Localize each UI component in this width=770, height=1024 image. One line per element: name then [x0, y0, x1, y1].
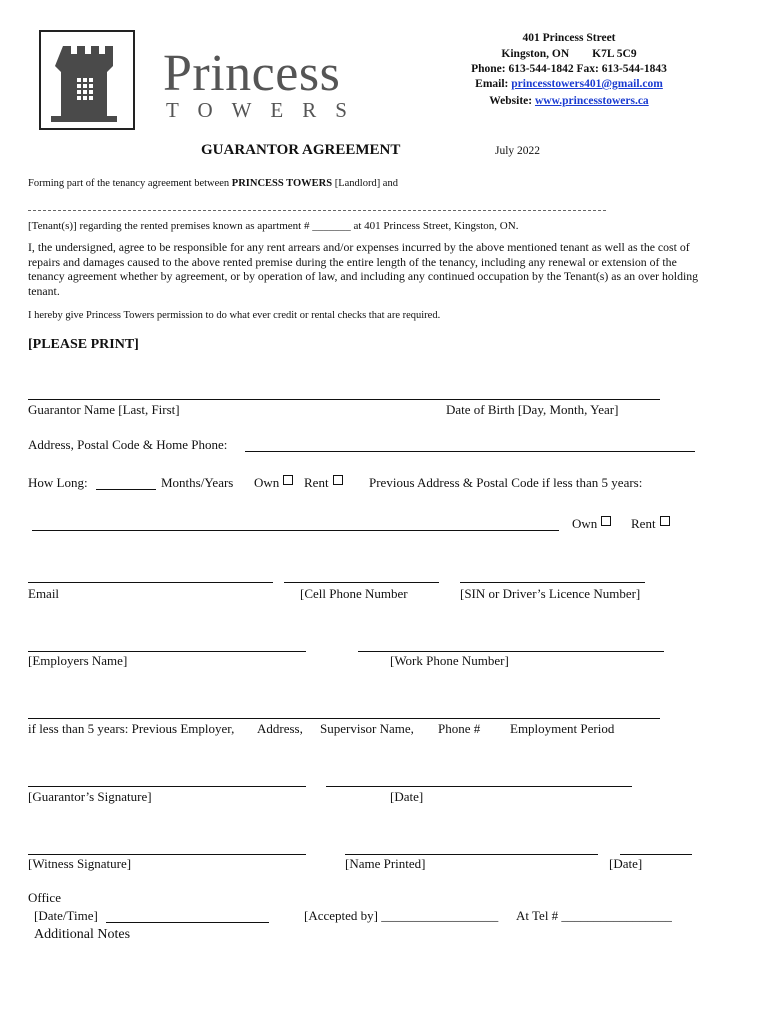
witness-signature-line[interactable]	[28, 854, 306, 855]
email-line[interactable]	[28, 582, 273, 583]
name-printed-line[interactable]	[345, 854, 598, 855]
cell-label: [Cell Phone Number	[300, 586, 408, 601]
intro-pre: Forming part of the tenancy agreement between	[28, 178, 232, 189]
address-label: Address, Postal Code & Home Phone:	[28, 437, 228, 452]
months-years-label: Months/Years	[161, 475, 234, 490]
employer-label: [Employers Name]	[28, 653, 128, 668]
prev-rent-option[interactable]	[631, 516, 670, 532]
previous-address-line[interactable]	[32, 530, 559, 531]
dob-label: Date of Birth [Day, Month, Year]	[446, 402, 619, 417]
date-time-line[interactable]	[106, 922, 269, 923]
website-label: Website:	[489, 95, 535, 107]
prev-address-label: Address,	[257, 721, 303, 736]
prev-own-checkbox[interactable]	[601, 516, 611, 526]
contact-website-line	[440, 95, 698, 107]
guarantor-signature-line[interactable]	[28, 786, 306, 787]
accepted-by-label: [Accepted by] __________________	[304, 908, 499, 923]
guarantor-name-label: Guarantor Name [Last, First]	[28, 402, 180, 417]
prev-employer-label: if less than 5 years: Previous Employer,	[28, 721, 235, 736]
intro-landlord: PRINCESS TOWERS	[231, 178, 333, 189]
please-print-heading: [PLEASE PRINT]	[28, 337, 139, 352]
tower-logo-icon	[39, 30, 135, 130]
prev-rent-label: Rent	[631, 516, 656, 531]
previous-address-label: Previous Address & Postal Code if less than 5 years:	[369, 475, 643, 490]
website-link[interactable]: www.princesstowers.ca	[534, 95, 649, 107]
email-label-field: Email	[28, 586, 60, 601]
how-long-line[interactable]	[96, 489, 156, 490]
employer-line[interactable]	[28, 651, 306, 652]
employment-period-label: Employment Period	[510, 721, 615, 736]
email-link[interactable]: princesstowers401@gmail.com	[511, 78, 663, 90]
guarantor-name-line[interactable]	[28, 399, 660, 400]
address-line[interactable]	[245, 451, 695, 452]
rent-option[interactable]	[304, 475, 343, 491]
sin-label: [SIN or Driver’s Licence Number]	[460, 586, 641, 601]
contact-email-line	[440, 78, 698, 90]
rent-label: Rent	[304, 475, 329, 490]
tenant-name-line[interactable]	[28, 210, 606, 211]
at-tel-label: At Tel # _________________	[516, 908, 672, 923]
prev-own-label: Own	[572, 516, 598, 531]
intro-post: [Landlord] and	[332, 178, 398, 189]
contact-city: Kingston, ON K7L 5C9	[501, 48, 637, 60]
own-option[interactable]	[254, 475, 293, 491]
office-label: Office	[28, 890, 61, 905]
logo-wordmark: Princess	[163, 45, 341, 102]
work-phone-label: [Work Phone Number]	[390, 653, 509, 668]
supervisor-label: Supervisor Name,	[320, 721, 414, 736]
guarantor-signature-label: [Guarantor’s Signature]	[28, 789, 152, 804]
how-long-label: How Long:	[28, 475, 88, 490]
guarantor-date-line[interactable]	[326, 786, 632, 787]
contact-street: 401 Princess Street	[522, 32, 616, 44]
agreement-paragraph: I, the undersigned, agree to be responsible for any rent arrears and/or expenses incurred by the above mentioned tenant as well as the cost of repairs and damages caused to the above rented premise during the entire length of the tenancy, including any renewal or extension of the tenancy agreement whether by agreement, or by operation of law, and including any continued occupation by the Tenant(s) as an over holding tenant.	[28, 240, 699, 298]
intro-line-2: [Tenant(s)] regarding the rented premises known as apartment # _______ at 401 Princess Street, Kingston, ON.	[28, 220, 519, 232]
own-checkbox[interactable]	[283, 475, 293, 485]
page-title: GUARANTOR AGREEMENT	[201, 142, 401, 158]
previous-employer-line[interactable]	[28, 718, 660, 719]
phone-hash-label: Phone #	[438, 721, 481, 736]
permission-statement: I hereby give Princess Towers permission to do what ever credit or rental checks that are required.	[28, 310, 441, 321]
additional-notes-label: Additional Notes	[34, 927, 131, 942]
work-phone-line[interactable]	[358, 651, 664, 652]
email-label: Email:	[475, 78, 512, 90]
document-date: July 2022	[495, 145, 541, 157]
rent-checkbox[interactable]	[333, 475, 343, 485]
guarantor-date-label: [Date]	[390, 789, 424, 804]
witness-signature-label: [Witness Signature]	[28, 856, 132, 871]
witness-date-label: [Date]	[609, 856, 643, 871]
name-printed-label: [Name Printed]	[345, 856, 426, 871]
contact-phone: Phone: 613-544-1842 Fax: 613-544-1843	[471, 63, 667, 75]
sin-line[interactable]	[460, 582, 645, 583]
logo-subtitle: TOWERS	[166, 98, 366, 122]
witness-date-line[interactable]	[620, 854, 692, 855]
cell-line[interactable]	[284, 582, 439, 583]
prev-own-option[interactable]	[572, 516, 611, 532]
prev-rent-checkbox[interactable]	[660, 516, 670, 526]
date-time-label: [Date/Time]	[34, 908, 98, 923]
intro-line-1	[28, 178, 398, 189]
own-label: Own	[254, 475, 280, 490]
